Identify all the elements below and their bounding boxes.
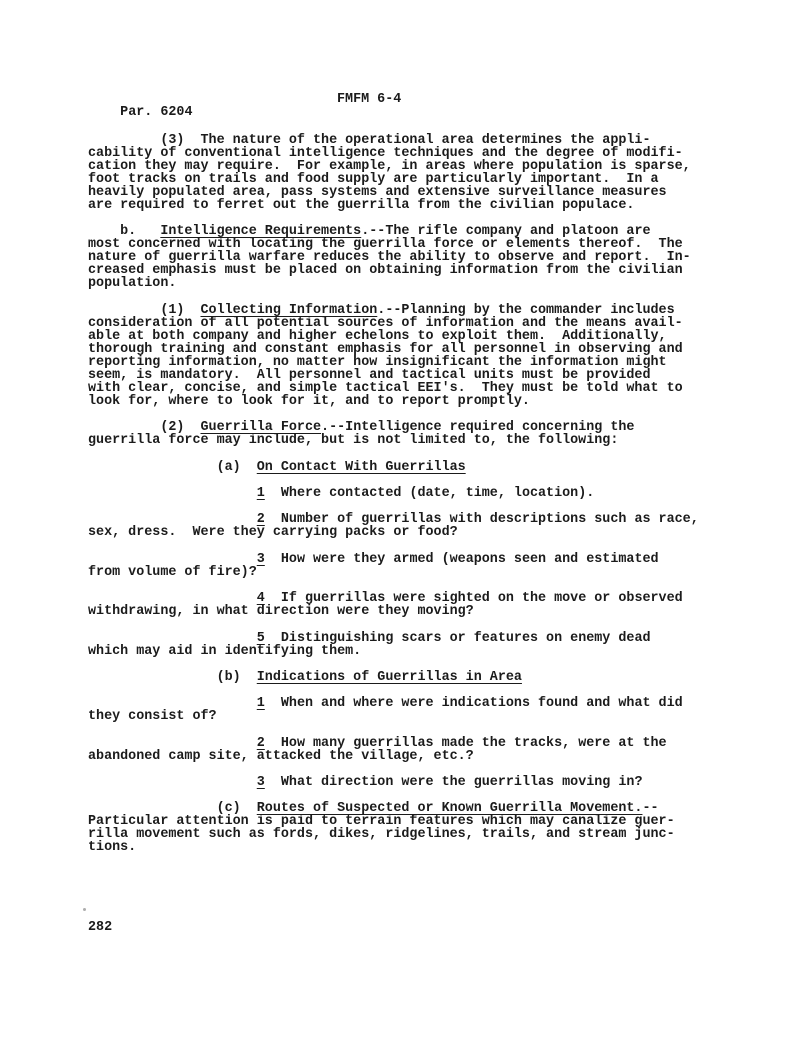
text-run: foot tracks on trails and food supply are particularly important. In a <box>88 172 659 187</box>
text-run: Particular attention is paid to terrain features which may canalize guer- <box>88 814 675 830</box>
text-run: guerrilla force may include, but is not limited to, the following: <box>88 433 619 449</box>
underlined-text: 1 <box>256 696 265 712</box>
text-run: .--The rifle company and platoon are <box>361 224 651 240</box>
text-run: (3) The nature of the operational area determines the appli- <box>88 133 651 148</box>
page-header <box>88 92 728 120</box>
text-run: rilla movement such as fords, dikes, ridgelines, trails, and stream junc- <box>88 827 675 843</box>
text-run: which may aid in identifying them. <box>88 643 362 659</box>
underlined-text: 2 <box>256 735 265 751</box>
underlined-text: 4 <box>256 591 265 607</box>
paragraph <box>88 802 788 854</box>
text-run: Number of guerrillas with descriptions such as race, <box>264 512 699 528</box>
paragraph <box>88 697 788 723</box>
text-line <box>88 199 788 212</box>
text-line <box>88 277 788 290</box>
text-line <box>88 671 788 684</box>
underlined-text: 5 <box>256 630 265 646</box>
text-line <box>88 461 788 474</box>
text-run: (1) <box>88 302 201 318</box>
text-run: (c) <box>88 801 257 817</box>
text-line <box>88 776 788 789</box>
text-line <box>88 750 788 763</box>
text-line <box>88 605 788 618</box>
text-run: population. <box>88 276 177 292</box>
text-run: nature of guerrilla warfare reduces the ability to observe and report. In- <box>88 250 691 266</box>
text-run: consideration of all potential sources of information and the means avail- <box>88 315 683 331</box>
underlined-text: 3 <box>256 775 265 791</box>
paragraph <box>88 304 788 408</box>
text-run: .--Intelligence required concerning the <box>321 420 635 436</box>
text-line <box>88 487 788 500</box>
text-run: How were they armed (weapons seen and estimated <box>264 551 659 567</box>
manual-designation: FMFM 6-4 <box>337 92 402 107</box>
document-body <box>88 134 788 854</box>
underlined-text: Collecting Information <box>200 302 378 318</box>
text-run <box>88 775 257 790</box>
text-run: If guerrillas were sighted on the move or observed <box>264 591 683 607</box>
text-line <box>88 395 788 408</box>
text-run: cation they may require. For example, in areas where population is sparse, <box>88 159 691 174</box>
underlined-text: Intelligence Requirements <box>160 224 362 240</box>
underlined-text: 3 <box>256 551 265 567</box>
text-run: Where contacted (date, time, location). <box>264 485 595 501</box>
text-run: able at both company and higher echelons to exploit them. Additionally, <box>88 328 667 344</box>
text-run: How many guerrillas made the tracks, were at the <box>264 735 667 751</box>
text-run: seem, is mandatory. All personnel and tactical units must be provided <box>88 367 651 383</box>
text-run: When and where were indications found and what did <box>264 696 683 712</box>
paragraph <box>88 776 788 789</box>
text-run: withdrawing, in what direction were they moving? <box>88 604 474 620</box>
page-number: 282 <box>88 920 113 935</box>
paragraph-reference: Par. 6204 <box>120 105 193 120</box>
text-run: reporting information, no matter how insignificant the information might <box>88 354 667 370</box>
underlined-text: 2 <box>256 512 265 528</box>
text-run <box>88 486 257 501</box>
text-run: from volume of fire)? <box>88 564 257 580</box>
text-run: -- <box>642 801 659 817</box>
text-run: thorough training and constant emphasis for all personnel in observing and <box>88 341 683 357</box>
paragraph <box>88 461 788 474</box>
underlined-text: 1 <box>256 485 265 501</box>
scan-artifact-dot <box>83 908 86 911</box>
text-run: look for, where to look for it, and to report promptly. <box>88 393 530 409</box>
paragraph <box>88 134 788 212</box>
paragraph <box>88 553 788 579</box>
text-run: tions. <box>88 840 137 856</box>
paragraph <box>88 671 788 684</box>
text-line <box>88 645 788 658</box>
underlined-text: Guerrilla Force <box>200 420 322 436</box>
text-run: (2) <box>88 420 201 436</box>
paragraph <box>88 487 788 500</box>
text-run: abandoned camp site, attacked the village, etc.? <box>88 748 474 764</box>
paragraph <box>88 737 788 763</box>
text-run: most concerned with locating the guerrilla force or elements thereof. The <box>88 237 683 253</box>
text-run: creased emphasis must be placed on obtaining information from the civilian <box>88 263 683 279</box>
text-line <box>88 566 788 579</box>
text-line <box>88 526 788 539</box>
text-run: What direction were the guerrillas moving in? <box>264 775 643 791</box>
text-line <box>88 264 788 277</box>
paragraph <box>88 632 788 658</box>
text-line <box>88 434 788 447</box>
text-run: sex, dress. Were they carrying packs or food? <box>88 525 458 541</box>
text-run: heavily populated area, pass systems and extensive surveillance measures <box>88 185 667 200</box>
text-line <box>88 841 788 854</box>
text-run: Distinguishing scars or features on enemy dead <box>264 630 651 646</box>
text-run: .--Planning by the commander includes <box>377 302 675 318</box>
text-line <box>88 710 788 723</box>
paragraph <box>88 513 788 539</box>
underlined-text: Indications of Guerrillas in Area <box>256 669 522 685</box>
paragraph <box>88 225 788 290</box>
paragraph <box>88 421 788 447</box>
text-run: (b) <box>88 669 257 685</box>
underlined-text: On Contact With Guerrillas <box>256 459 466 475</box>
text-run: b. <box>88 224 161 240</box>
underlined-text: Routes of Suspected or Known Guerrilla Movement. <box>256 801 643 817</box>
text-run: are required to ferret out the guerrilla from the civilian populace. <box>88 198 635 213</box>
text-run: cability of conventional intelligence techniques and the degree of modifi- <box>88 146 683 161</box>
paragraph <box>88 592 788 618</box>
text-run: they consist of? <box>88 709 217 725</box>
text-run: with clear, concise, and simple tactical EEI's. They must be told what to <box>88 380 683 396</box>
text-line <box>88 828 788 841</box>
text-run: (a) <box>88 459 257 475</box>
